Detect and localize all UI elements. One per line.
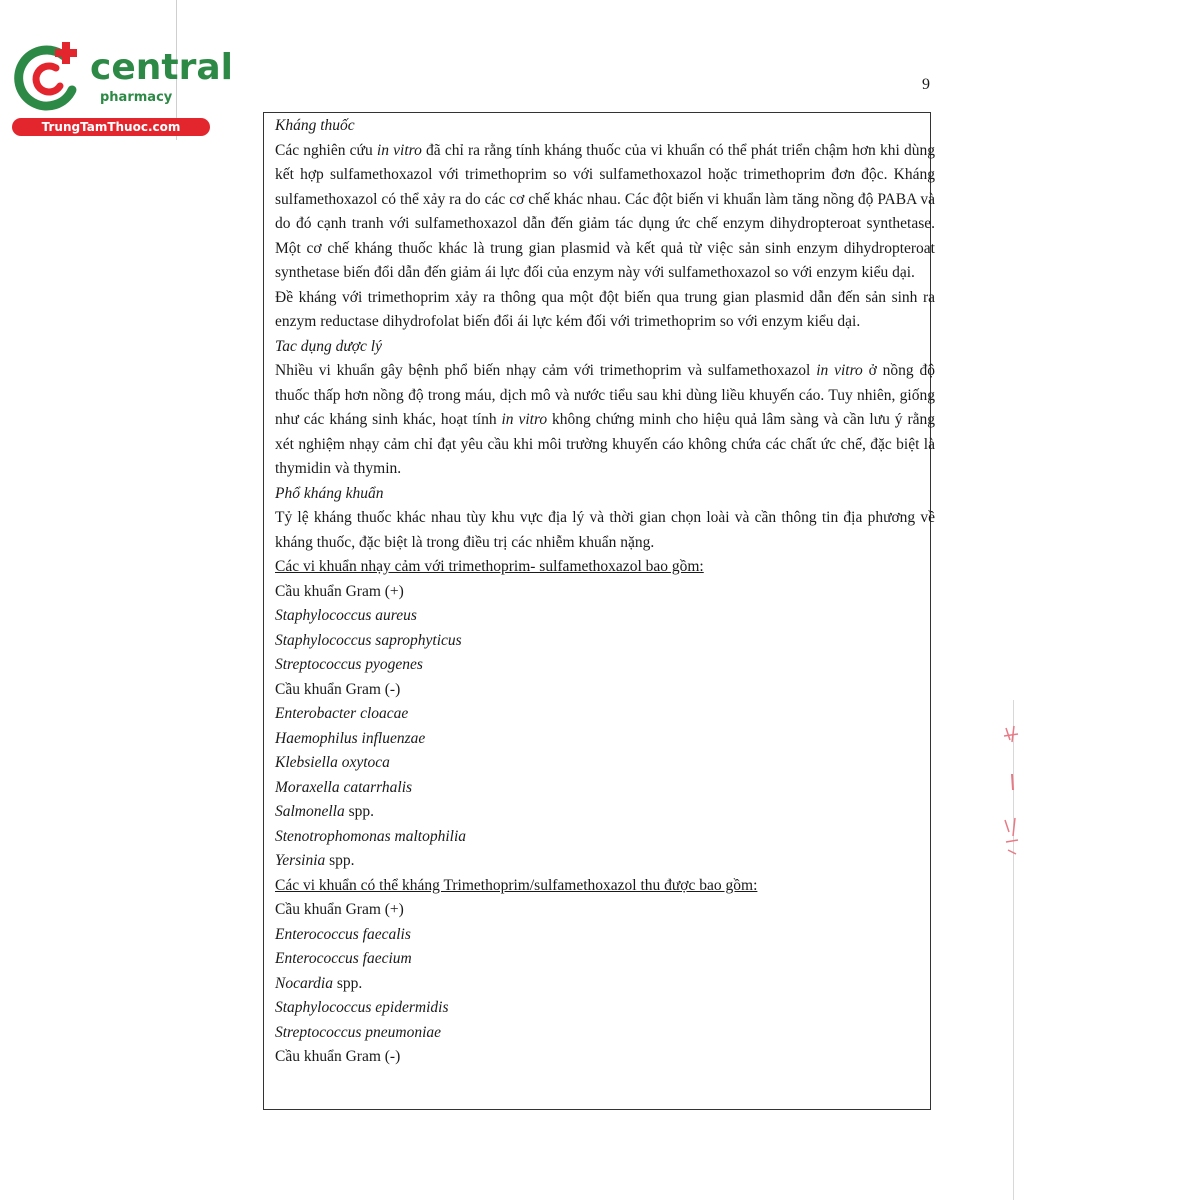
list-item: Haemophilus influenzae	[275, 729, 426, 747]
text-run: Nhiều vi khuẩn gây bệnh phổ biến nhạy cảm với trimethoprim và sulfamethoxazol	[275, 362, 817, 379]
paragraph-trimethoprim-resistance: Đề kháng với trimethoprim xảy ra thông qua một đột biến qua trung gian plasmid dẫn đến sản sinh ra enzym reductase dihydrofolat biến đổi ái lực kém đối với trimethoprim so với enzym kiểu dại.	[275, 288, 935, 330]
list-item: Enterobacter cloacae	[275, 705, 409, 722]
list-item: Cầu khuẩn Gram (-)	[275, 1048, 401, 1065]
list-item: Cầu khuẩn Gram (-)	[275, 680, 401, 698]
heading-pharmacology: Tac dụng dược lý	[275, 337, 382, 355]
text-run: spp.	[344, 803, 375, 820]
heading-spectrum: Phổ kháng khuẩn	[275, 484, 384, 502]
list-item: Cầu khuẩn Gram (+)	[275, 901, 404, 918]
sensitive-list-title: Các vi khuẩn nhạy cảm với trimethoprim- sulfamethoxazol bao gồm:	[275, 558, 704, 575]
list-item: Streptococcus pneumoniae	[275, 1023, 442, 1041]
list-item: Streptococcus pyogenes	[275, 656, 423, 673]
list-item	[275, 972, 935, 997]
heading-resistance: Kháng thuốc	[275, 117, 355, 134]
paragraph-resistance	[275, 139, 935, 286]
text-run: ở nồng độ thuốc thấp hơn nồng độ trong máu, dịch mô và nước tiểu sau khi dùng liều khuyến cáo. Tuy nhiên, giống như các kháng sinh khác, hoạt tính	[275, 362, 935, 428]
red-stamp-marks	[1000, 720, 1024, 860]
text-run-italic: in vitro	[816, 362, 863, 379]
text-run: Các nghiên cứu	[275, 141, 377, 159]
pharmacy-cross-icon	[12, 38, 90, 116]
document-body	[275, 114, 935, 1070]
resistant-list-title: Các vi khuẩn có thể kháng Trimethoprim/sulfamethoxazol thu được bao gồm:	[275, 876, 758, 894]
text-run-italic: in vitro	[376, 141, 422, 159]
list-item: Klebsiella oxytoca	[275, 754, 390, 771]
text-run-italic: Salmonella	[275, 803, 345, 820]
page-number: 9	[922, 76, 930, 93]
central-pharmacy-logo[interactable]	[12, 38, 233, 138]
logo-sub-text: pharmacy	[100, 90, 173, 105]
list-item: Staphylococcus epidermidis	[275, 999, 449, 1016]
list-item: Staphylococcus aureus	[275, 607, 417, 624]
list-item	[275, 800, 935, 825]
text-run-italic: Yersinia	[275, 852, 326, 869]
text-run: không chứng minh cho hiệu quả lâm sàng và cần lưu ý rằng xét nghiệm nhạy cảm chỉ đạt yêu cầu khi môi trường khuyến cáo không chứa các chất ức chế, đặc biệt là thymidin và thymin.	[275, 411, 935, 477]
list-item: Moraxella catarrhalis	[275, 778, 413, 796]
list-item	[275, 849, 935, 874]
text-run: đã chỉ ra rằng tính kháng thuốc của vi khuẩn có thể phát triển chậm hơn khi dùng kết hợp sulfamethoxazol với trimethoprim so với sulfamethoxazol hoặc trimethoprim đơn độc. Kháng sulfamethoxazol có thể xảy ra do các cơ chế khác nhau. Các đột biến vi khuẩn làm tăng nồng độ PABA và do đó cạnh tranh với sulfamethoxazol dẫn đến giảm tác dụng ức chế enzym dihydropteroat synthetase. Một cơ chế kháng thuốc khác là trung gian plasmid và kết quả từ việc sản sinh enzym dihydropteroat synthetase biến đổi dẫn đến giảm ái lực đối của enzym này với sulfamethoxazol so với enzym kiểu dại.	[275, 141, 935, 281]
text-run: spp.	[332, 974, 363, 992]
text-run-italic: in vitro	[501, 411, 548, 428]
text-run: spp.	[325, 852, 355, 869]
text-run-italic: Nocardia	[275, 974, 333, 992]
list-item: Stenotrophomonas maltophilia	[275, 827, 467, 845]
list-item: Enterococcus faecium	[275, 950, 412, 967]
logo-url-badge[interactable]: TrungTamThuoc.com	[12, 118, 210, 136]
logo-brand-text: central	[90, 47, 233, 88]
paragraph-spectrum: Tỷ lệ kháng thuốc khác nhau tùy khu vực địa lý và thời gian chọn loài và cần thông tin địa phương về kháng thuốc, đặc biệt là trong điều trị các nhiễm khuẩn nặng.	[275, 509, 935, 551]
paragraph-pharmacology	[275, 359, 935, 482]
list-item: Staphylococcus saprophyticus	[275, 631, 462, 649]
list-item: Enterococcus faecalis	[275, 925, 411, 943]
list-item: Cầu khuẩn Gram (+)	[275, 582, 404, 600]
